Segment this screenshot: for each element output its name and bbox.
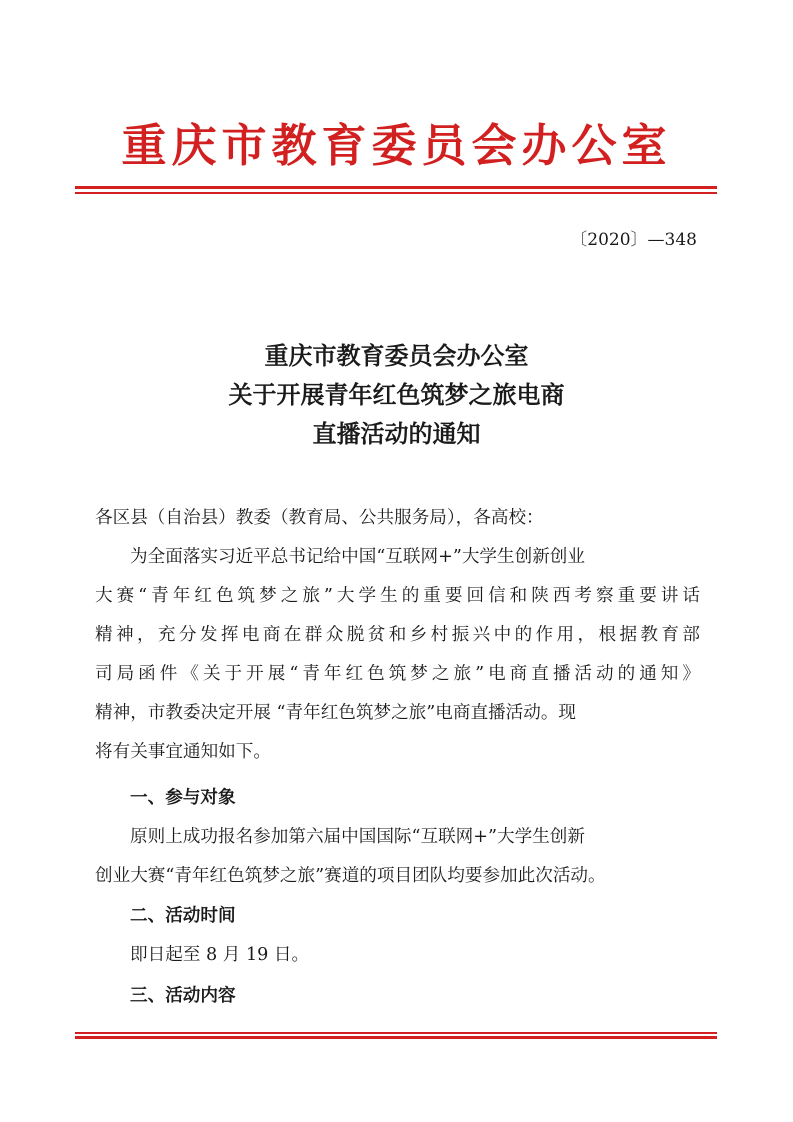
intro-line-6: 将有关事宜通知如下。 (95, 742, 271, 762)
salutation: 各区县（自治县）教委（教育局、公共服务局），各高校： (95, 508, 544, 528)
notice-title-line-1: 重庆市教育委员会办公室 (264, 341, 529, 370)
intro-line-2: 大赛“青年红色筑梦之旅”大学生的重要回信和陕西考察重要讲话 (95, 586, 700, 606)
notice-title-line-2: 关于开展青年红色筑梦之旅电商 (228, 380, 565, 409)
notice-body (95, 0, 705, 1122)
footer-red-rule (75, 1032, 717, 1034)
section-3-heading: 三、活动内容 (130, 986, 236, 1006)
intro-line-1: 为全面落实习近平总书记给中国“互联网+”大学生创新创业 (130, 547, 585, 567)
document-header-title: 重庆市教育委员会办公室 (121, 119, 672, 172)
section-1-heading: 一、参与对象 (130, 788, 236, 808)
section-2-text: 即日起至 8 月 19 日。 (130, 945, 310, 965)
document-number: 〔2020〕—348 (570, 230, 697, 250)
section-1-line-1: 原则上成功报名参加第六届中国国际“互联网+”大学生创新 (130, 827, 585, 847)
footer-red-rule-thick (75, 1036, 717, 1039)
section-2-heading: 二、活动时间 (130, 906, 236, 926)
intro-line-4: 司局函件《关于开展“青年红色筑梦之旅”电商直播活动的通知》 (95, 664, 700, 684)
intro-line-3: 精神，充分发挥电商在群众脱贫和乡村振兴中的作用，根据教育部 (95, 625, 700, 645)
intro-line-5: 精神，市教委决定开展 “青年红色筑梦之旅”电商直播活动。现 (95, 703, 577, 723)
section-1-line-2: 创业大赛“青年红色筑梦之旅”赛道的项目团队均要参加此次活动。 (95, 866, 606, 886)
notice-title-line-3: 直播活动的通知 (312, 419, 481, 448)
